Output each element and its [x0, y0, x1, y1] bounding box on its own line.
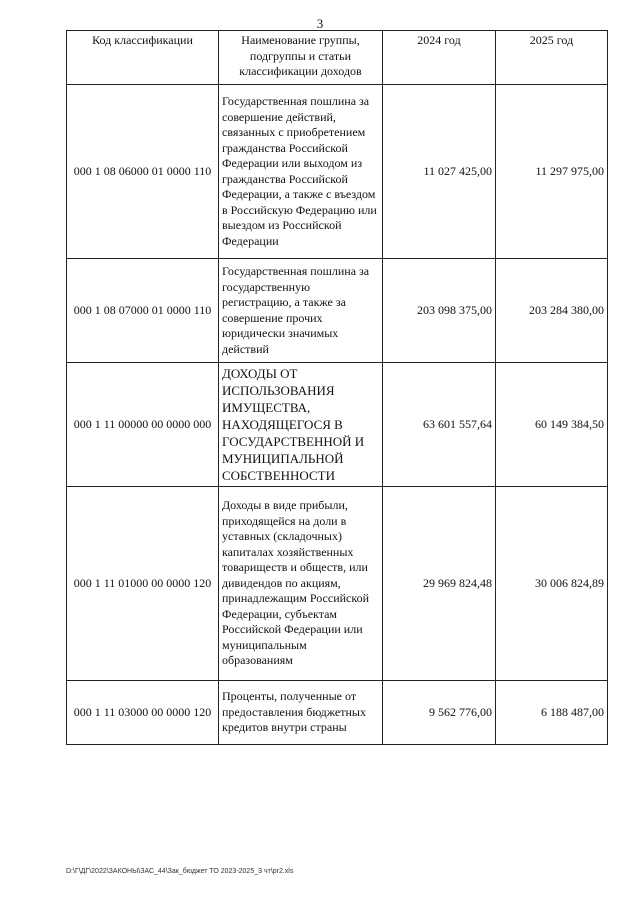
row-code: 000 1 11 01000 00 0000 120 [67, 487, 219, 681]
page-number: 3 [316, 16, 324, 31]
table-row [67, 363, 608, 487]
row-code: 000 1 11 03000 00 0000 120 [67, 681, 219, 745]
table-row [67, 259, 608, 363]
header-year-2024: 2024 год [383, 31, 496, 85]
header-name: Наименование группы, подгруппы и статьи классификации доходов [219, 31, 383, 85]
file-path-footer: D:\Г\ДГ\2022\ЗАКОНЫ\ЗАС_44\Зак_бюджет ТО 2023-2025_3 чт\pr2.xls [66, 868, 294, 875]
row-value-2024: 9 562 776,00 [383, 681, 496, 745]
row-value-2025: 6 188 487,00 [496, 681, 608, 745]
row-code: 000 1 11 00000 00 0000 000 [67, 363, 219, 487]
row-value-2025: 11 297 975,00 [496, 85, 608, 259]
table-row [67, 487, 608, 681]
row-name: ДОХОДЫ ОТ ИСПОЛЬЗОВАНИЯ ИМУЩЕСТВА, НАХОДЯЩЕГОСЯ В ГОСУДАРСТВЕННОЙ И МУНИЦИПАЛЬНОЙ СОБСТВЕННОСТИ [219, 363, 383, 487]
table-row [67, 85, 608, 259]
table-row [67, 681, 608, 745]
table-header-row [67, 31, 608, 85]
row-value-2024: 29 969 824,48 [383, 487, 496, 681]
row-name: Проценты, полученные от предоставления бюджетных кредитов внутри страны [219, 681, 383, 745]
row-name: Государственная пошлина за государственную регистрацию, а также за совершение прочих юридически значимых действий [219, 259, 383, 363]
header-code: Код классификации [67, 31, 219, 85]
row-code: 000 1 08 07000 01 0000 110 [67, 259, 219, 363]
row-value-2025: 30 006 824,89 [496, 487, 608, 681]
row-name: Государственная пошлина за совершение действий, связанных с приобретением гражданства Российской Федерации или выходом из гражданства Российской Федерации, а также с въездом в Российскую Федерацию или выездом из Российской Федерации [219, 85, 383, 259]
row-code: 000 1 08 06000 01 0000 110 [67, 85, 219, 259]
row-value-2024: 203 098 375,00 [383, 259, 496, 363]
row-name: Доходы в виде прибыли, приходящейся на доли в уставных (складочных) капиталах хозяйственных товариществ и обществ, или дивидендов по акциям, принадлежащим Российской Федерации, субъектам Российской Федерации или муниципальным образованиям [219, 487, 383, 681]
row-value-2025: 60 149 384,50 [496, 363, 608, 487]
row-value-2024: 11 027 425,00 [383, 85, 496, 259]
revenue-table [66, 30, 608, 745]
row-value-2024: 63 601 557,64 [383, 363, 496, 487]
header-year-2025: 2025 год [496, 31, 608, 85]
row-value-2025: 203 284 380,00 [496, 259, 608, 363]
